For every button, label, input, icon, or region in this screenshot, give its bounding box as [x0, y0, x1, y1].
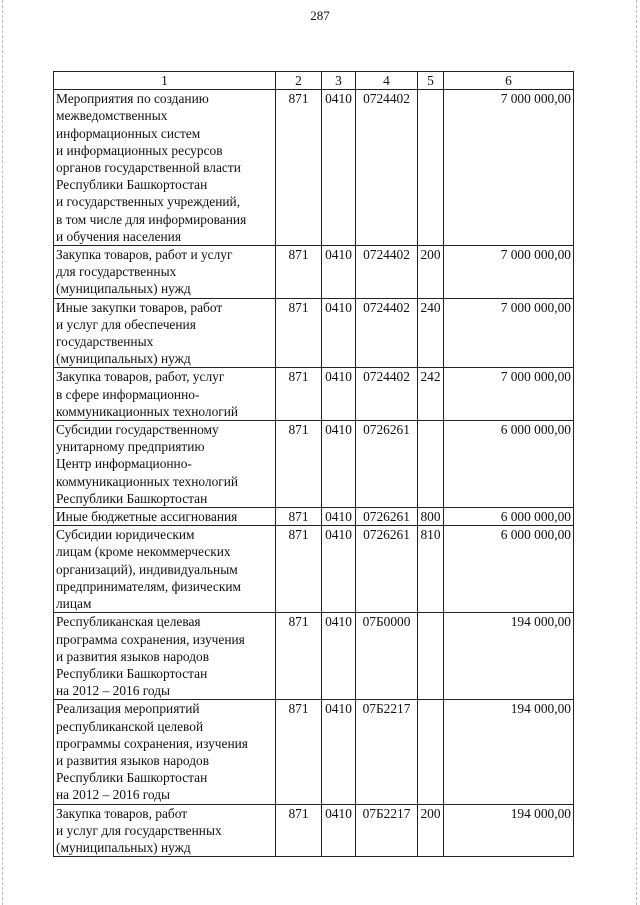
- budget-table: [53, 71, 574, 857]
- ministry-code-cell: 871: [276, 804, 322, 857]
- table-row: [54, 246, 574, 299]
- section-code-cell: 0410: [322, 526, 356, 613]
- amount-cell: 6 000 000,00: [444, 508, 574, 526]
- table-row: [54, 613, 574, 700]
- section-code-cell: 0410: [322, 298, 356, 368]
- amount-cell: 194 000,00: [444, 700, 574, 804]
- table-row: [54, 700, 574, 804]
- column-header: 2: [276, 72, 322, 90]
- expense-type-cell: 200: [418, 246, 444, 299]
- expense-type-cell: 800: [418, 508, 444, 526]
- section-code-cell: 0410: [322, 90, 356, 246]
- column-header: 5: [418, 72, 444, 90]
- target-article-cell: 0726261: [356, 526, 418, 613]
- expense-type-cell: 810: [418, 526, 444, 613]
- expense-type-cell: [418, 700, 444, 804]
- scan-edge-right: [636, 0, 638, 905]
- target-article-cell: 0726261: [356, 421, 418, 508]
- ministry-code-cell: 871: [276, 613, 322, 700]
- ministry-code-cell: 871: [276, 421, 322, 508]
- amount-cell: 7 000 000,00: [444, 368, 574, 421]
- column-header: 1: [54, 72, 276, 90]
- target-article-cell: 0724402: [356, 246, 418, 299]
- column-header: 6: [444, 72, 574, 90]
- ministry-code-cell: 871: [276, 368, 322, 421]
- row-name-cell: Мероприятия по созданию межведомственных информационных систем и информационных ресурсов органов государственной власти Республики Башкортостан и государственных учреждений, в том числе для информирования и обучения населения: [54, 90, 276, 246]
- amount-cell: 7 000 000,00: [444, 246, 574, 299]
- row-name-cell: Закупка товаров, работ и услуг для государственных (муниципальных) нужд: [54, 246, 276, 299]
- row-name-cell: Иные закупки товаров, работ и услуг для обеспечения государственных (муниципальных) нужд: [54, 298, 276, 368]
- section-code-cell: 0410: [322, 804, 356, 857]
- table-body: [54, 90, 574, 857]
- target-article-cell: 07Б0000: [356, 613, 418, 700]
- row-name-cell: Закупка товаров, работ, услуг в сфере информационно- коммуникационных технологий: [54, 368, 276, 421]
- section-code-cell: 0410: [322, 421, 356, 508]
- section-code-cell: 0410: [322, 368, 356, 421]
- row-name-cell: Закупка товаров, работ и услуг для государственных (муниципальных) нужд: [54, 804, 276, 857]
- table-row: [54, 90, 574, 246]
- target-article-cell: 0724402: [356, 298, 418, 368]
- table-row: [54, 526, 574, 613]
- row-name-cell: Республиканская целевая программа сохранения, изучения и развития языков народов Республики Башкортостан на 2012 – 2016 годы: [54, 613, 276, 700]
- amount-cell: 6 000 000,00: [444, 421, 574, 508]
- column-header: 4: [356, 72, 418, 90]
- table-row: [54, 421, 574, 508]
- amount-cell: 194 000,00: [444, 804, 574, 857]
- amount-cell: 7 000 000,00: [444, 298, 574, 368]
- target-article-cell: 0724402: [356, 90, 418, 246]
- ministry-code-cell: 871: [276, 508, 322, 526]
- section-code-cell: 0410: [322, 700, 356, 804]
- target-article-cell: 07Б2217: [356, 700, 418, 804]
- table-row: [54, 804, 574, 857]
- expense-type-cell: [418, 90, 444, 246]
- expense-type-cell: [418, 613, 444, 700]
- column-header: 3: [322, 72, 356, 90]
- target-article-cell: 07Б2217: [356, 804, 418, 857]
- expense-type-cell: 242: [418, 368, 444, 421]
- ministry-code-cell: 871: [276, 526, 322, 613]
- table-header-row: [54, 72, 574, 90]
- expense-type-cell: [418, 421, 444, 508]
- row-name-cell: Субсидии государственному унитарному предприятию Центр информационно- коммуникационных технологий Республики Башкортостан: [54, 421, 276, 508]
- target-article-cell: 0726261: [356, 508, 418, 526]
- ministry-code-cell: 871: [276, 90, 322, 246]
- row-name-cell: Иные бюджетные ассигнования: [54, 508, 276, 526]
- expense-type-cell: 200: [418, 804, 444, 857]
- section-code-cell: 0410: [322, 508, 356, 526]
- table-row: [54, 508, 574, 526]
- amount-cell: 6 000 000,00: [444, 526, 574, 613]
- section-code-cell: 0410: [322, 246, 356, 299]
- amount-cell: 7 000 000,00: [444, 90, 574, 246]
- ministry-code-cell: 871: [276, 298, 322, 368]
- target-article-cell: 0724402: [356, 368, 418, 421]
- row-name-cell: Субсидии юридическим лицам (кроме некоммерческих организаций), индивидуальным предпринимателям, физическим лицам: [54, 526, 276, 613]
- ministry-code-cell: 871: [276, 700, 322, 804]
- table-row: [54, 368, 574, 421]
- page-number: 287: [310, 8, 330, 23]
- section-code-cell: 0410: [322, 613, 356, 700]
- ministry-code-cell: 871: [276, 246, 322, 299]
- amount-cell: 194 000,00: [444, 613, 574, 700]
- scan-edge-left: [2, 0, 4, 905]
- row-name-cell: Реализация мероприятий республиканской целевой программы сохранения, изучения и развития языков народов Республики Башкортостан на 2012 – 2016 годы: [54, 700, 276, 804]
- expense-type-cell: 240: [418, 298, 444, 368]
- table-row: [54, 298, 574, 368]
